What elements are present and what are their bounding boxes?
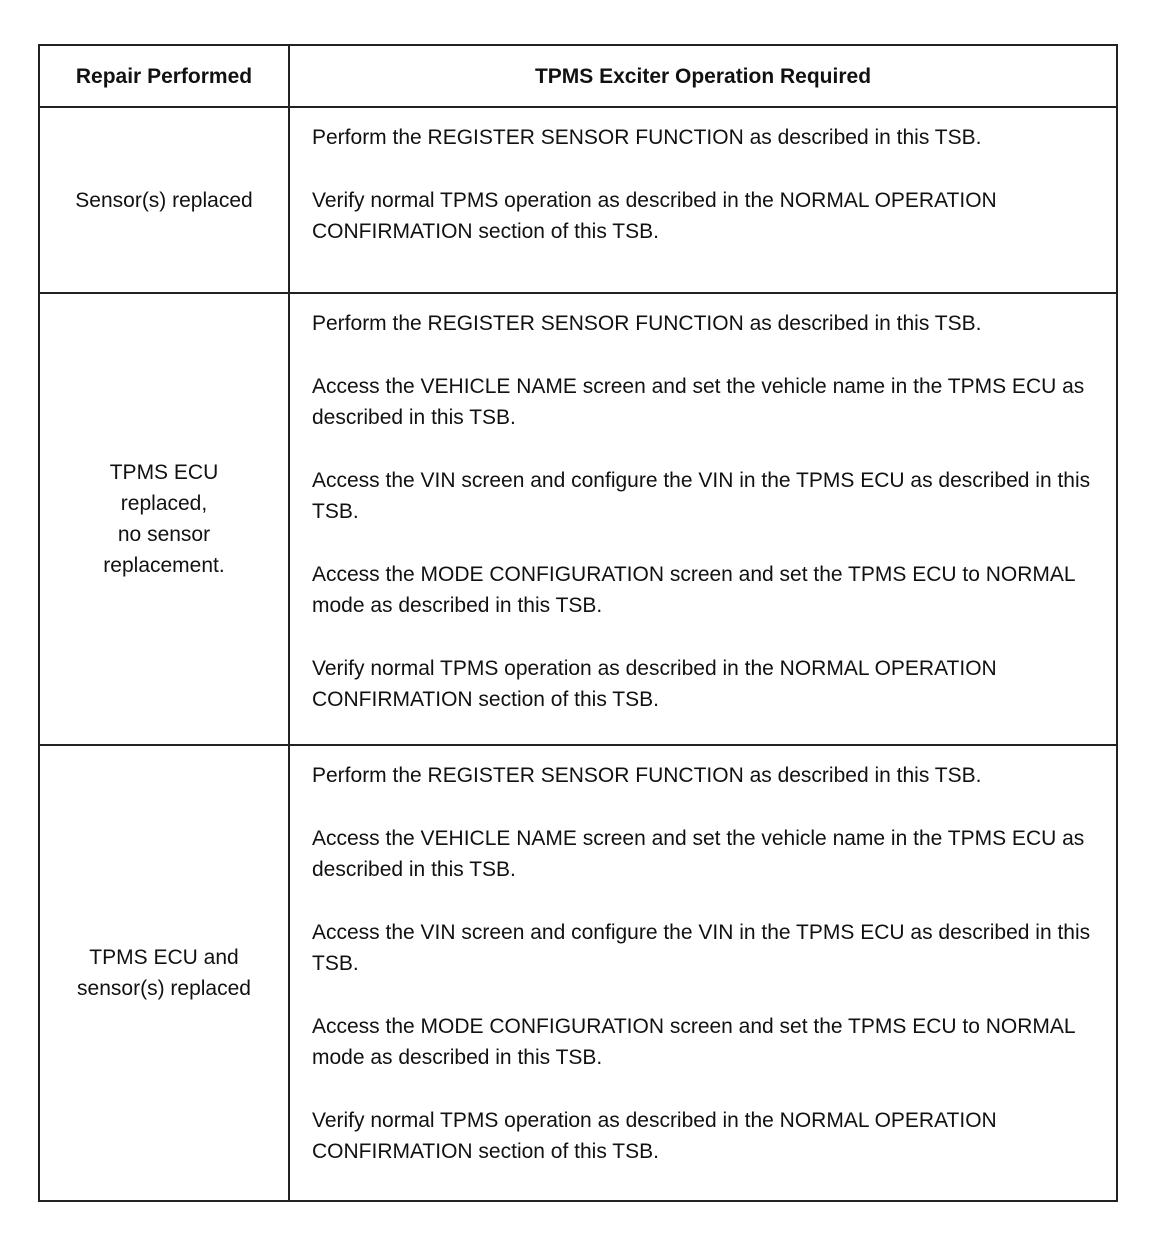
header-repair-performed: Repair Performed (40, 46, 290, 106)
operation-step: Verify normal TPMS operation as described in the NORMAL OPERATION CONFIRMATION section of this TSB. (312, 1109, 997, 1163)
operation-step: Perform the REGISTER SENSOR FUNCTION as described in this TSB. (312, 312, 982, 335)
operation-step: Verify normal TPMS operation as described in the NORMAL OPERATION CONFIRMATION section of this TSB. (312, 657, 997, 711)
table-row (40, 746, 1116, 1200)
table-header-row (40, 46, 1116, 108)
operation-step: Access the MODE CONFIGURATION screen and set the TPMS ECU to NORMAL mode as described in this TSB. (312, 563, 1075, 617)
repair-cell: TPMS ECU and sensor(s) replaced (40, 746, 290, 1200)
operation-step: Access the VEHICLE NAME screen and set the vehicle name in the TPMS ECU as described in this TSB. (312, 375, 1085, 429)
operation-step: Perform the REGISTER SENSOR FUNCTION as described in this TSB. (312, 126, 982, 149)
header-exciter-operation: TPMS Exciter Operation Required (534, 64, 872, 88)
operation-cell (290, 294, 1116, 744)
operation-step: Verify normal TPMS operation as described in the NORMAL OPERATION CONFIRMATION section of this TSB. (312, 189, 997, 243)
operation-step: Perform the REGISTER SENSOR FUNCTION as described in this TSB. (312, 764, 982, 787)
operation-step: Access the VEHICLE NAME screen and set the vehicle name in the TPMS ECU as described in this TSB. (312, 827, 1085, 881)
repair-cell: TPMS ECU replaced, no sensor replacement. (40, 294, 290, 744)
table-row (40, 108, 1116, 294)
operation-step: Access the VIN screen and configure the VIN in the TPMS ECU as described in this TSB. (312, 469, 1091, 523)
table-row (40, 294, 1116, 746)
operation-step: Access the VIN screen and configure the VIN in the TPMS ECU as described in this TSB. (312, 921, 1091, 975)
repair-cell: Sensor(s) replaced (40, 108, 290, 292)
repair-operations-table (38, 44, 1118, 1202)
operation-step: Access the MODE CONFIGURATION screen and set the TPMS ECU to NORMAL mode as described in this TSB. (312, 1015, 1075, 1069)
operation-cell (290, 108, 1116, 292)
operation-cell (290, 746, 1116, 1200)
